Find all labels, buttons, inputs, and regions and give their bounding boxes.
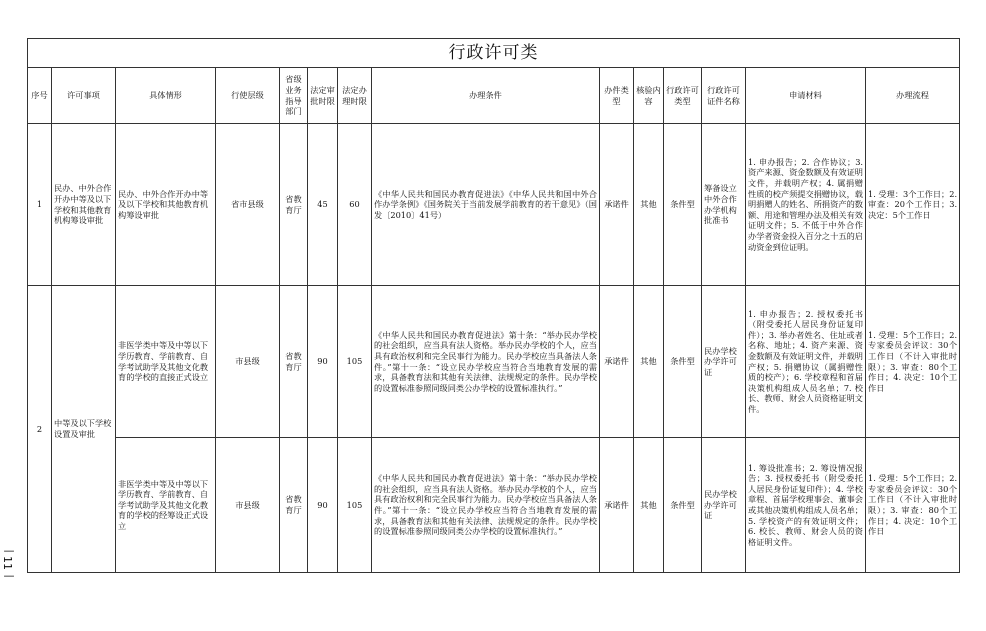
row-processing-days: 105 xyxy=(338,286,372,438)
row-level: 市县级 xyxy=(216,438,280,573)
row-permit-type: 条件型 xyxy=(664,124,702,286)
row-item: 中等及以下学校设置及审批 xyxy=(52,286,116,573)
row-verification: 其他 xyxy=(634,438,664,573)
row-processing-days: 60 xyxy=(338,124,372,286)
permit-table xyxy=(27,38,960,573)
row-certificate: 筹备设立中外合作办学机构批准书 xyxy=(702,124,746,286)
header-level: 行使层级 xyxy=(216,68,280,124)
row-permit-type: 条件型 xyxy=(664,286,702,438)
row-approval-days: 90 xyxy=(308,438,338,573)
header-situation: 具体情形 xyxy=(116,68,216,124)
row-level: 市县级 xyxy=(216,286,280,438)
row-case-type: 承诺件 xyxy=(600,286,634,438)
row-certificate: 民办学校办学许可证 xyxy=(702,286,746,438)
header-verification: 核验内容 xyxy=(634,68,664,124)
row-approval-days: 90 xyxy=(308,286,338,438)
row-situation: 非医学类中等及中等以下学历教育、学前教育、自学考试助学及其他文化教育的学校的经筹设正式设立 xyxy=(116,438,216,573)
table-row xyxy=(28,438,960,573)
row-item: 民办、中外合作开办中等及以下学校和其他教育机构筹设审批 xyxy=(52,124,116,286)
row-department: 省教育厅 xyxy=(280,124,308,286)
row-process: 1. 受理：5个工作日；2. 专家委员会评议：30个工作日（不计入审批时限）；3. 审查：80个工作日；4. 决定：10个工作日 xyxy=(866,286,960,438)
row-conditions: 《中华人民共和国民办教育促进法》第十条：“举办民办学校的社会组织，应当具有法人资格。举办民办学校的个人，应当具有政治权利和完全民事行为能力。民办学校应当具备法人条件。”第十一条：“设立民办学校应当符合当地教育发展的需求，具备教育法和其他有关法律、法规规定的条件。民办学校的设置标准参照同级同类公办学校的设置标准执行。” xyxy=(372,438,600,573)
header-row xyxy=(28,68,960,124)
table-row xyxy=(28,124,960,286)
table-title: 行政许可类 xyxy=(28,39,960,68)
row-case-type: 承诺件 xyxy=(600,438,634,573)
row-process: 1. 受理：5个工作日；2. 专家委员会评议：30个工作日（不计入审批时限）；3. 审查：80个工作日；4. 决定：10个工作日 xyxy=(866,438,960,573)
row-department: 省教育厅 xyxy=(280,286,308,438)
table-row xyxy=(28,286,960,438)
header-approval-days: 法定审批时限 xyxy=(308,68,338,124)
row-index: 1 xyxy=(28,124,52,286)
header-permit-type: 行政许可类型 xyxy=(664,68,702,124)
header-index: 序号 xyxy=(28,68,52,124)
header-department: 省级业务指导部门 xyxy=(280,68,308,124)
row-materials: 1. 申办报告；2. 授权委托书（附受委托人居民身份证复印件）；3. 举办者姓名、住址或者名称、地址；4. 资产来源、资金数额及有效证明文件，并载明产权；5. 捐赠协议（属捐赠性质的校产）；6. 学校章程和首届决策机构组成人员名单；7. 校长、教师、财会人员资格证明文件。 xyxy=(746,286,866,438)
row-certificate: 民办学校办学许可证 xyxy=(702,438,746,573)
header-conditions: 办理条件 xyxy=(372,68,600,124)
page-number: — 11 — xyxy=(1,544,15,582)
header-materials: 申请材料 xyxy=(746,68,866,124)
header-item: 许可事项 xyxy=(52,68,116,124)
row-materials: 1. 筹设批准书；2. 筹设情况报告；3. 授权委托书（附受委托人居民身份证复印件）；4. 学校章程、首届学校理事会、董事会或其他决策机构组成人员名单；5. 学校资产的有效证明文件；6. 校长、教师、财会人员的资格证明文件。 xyxy=(746,438,866,573)
row-processing-days: 105 xyxy=(338,438,372,573)
row-case-type: 承诺件 xyxy=(600,124,634,286)
row-conditions: 《中华人民共和国民办教育促进法》《中华人民共和国中外合作办学条例》《国务院关于当前发展学前教育的若干意见》（国发〔2010〕41号） xyxy=(372,124,600,286)
row-verification: 其他 xyxy=(634,286,664,438)
header-certificate: 行政许可证件名称 xyxy=(702,68,746,124)
row-level: 省市县级 xyxy=(216,124,280,286)
row-situation: 民办、中外合作开办中等及以下学校和其他教育机构筹设审批 xyxy=(116,124,216,286)
header-processing-days: 法定办理时限 xyxy=(338,68,372,124)
row-materials: 1. 申办报告；2. 合作协议；3. 资产来源、资金数额及有效证明文件，并载明产权；4. 属捐赠性质的校产须提交捐赠协议，载明捐赠人的姓名、所捐资产的数额、用途和管理办法及相关有效证明文件；5. 不低于中外合作办学者资金投入百分之十五的启动资金到位证明。 xyxy=(746,124,866,286)
header-process: 办理流程 xyxy=(866,68,960,124)
row-approval-days: 45 xyxy=(308,124,338,286)
row-permit-type: 条件型 xyxy=(664,438,702,573)
row-situation: 非医学类中等及中等以下学历教育、学前教育、自学考试助学及其他文化教育的学校的直接正式设立 xyxy=(116,286,216,438)
row-verification: 其他 xyxy=(634,124,664,286)
header-case-type: 办件类型 xyxy=(600,68,634,124)
row-conditions: 《中华人民共和国民办教育促进法》第十条：“举办民办学校的社会组织，应当具有法人资格。举办民办学校的个人，应当具有政治权利和完全民事行为能力。民办学校应当具备法人条件。”第十一条：“设立民办学校应当符合当地教育发展的需求，具备教育法和其他有关法律、法规规定的条件。民办学校的设置标准参照同级同类公办学校的设置标准执行。” xyxy=(372,286,600,438)
row-index: 2 xyxy=(28,286,52,573)
row-department: 省教育厅 xyxy=(280,438,308,573)
row-process: 1. 受理：3个工作日；2. 审查：20个工作日；3. 决定：5个工作日 xyxy=(866,124,960,286)
